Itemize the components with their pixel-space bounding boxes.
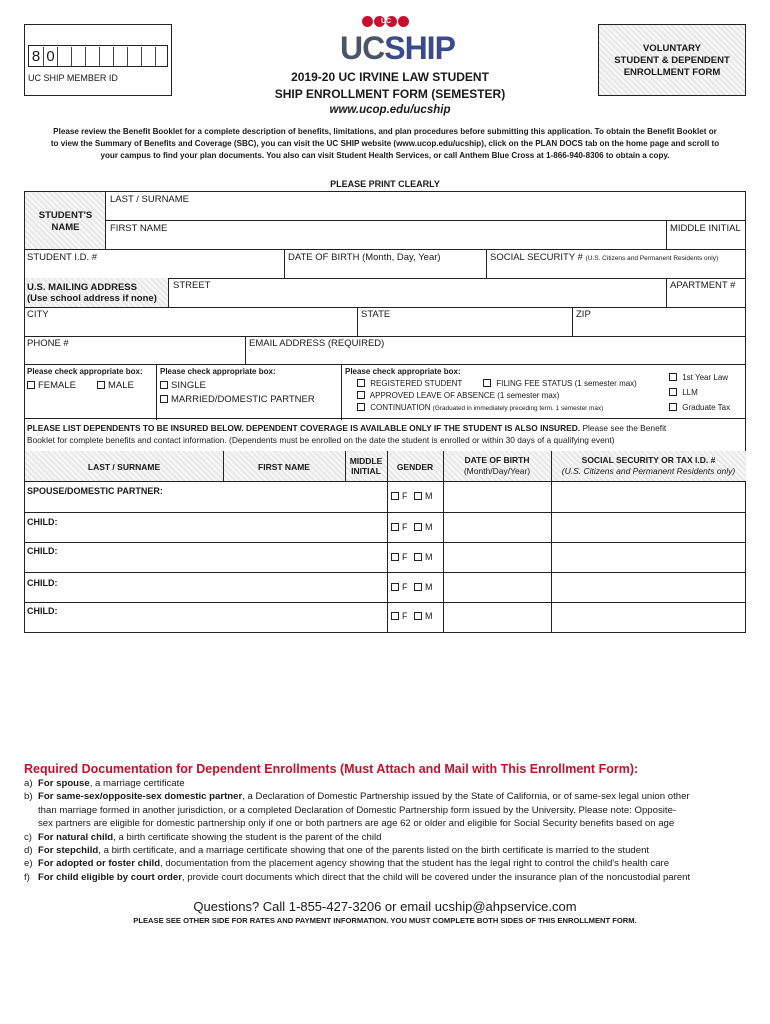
questions-contact: Questions? Call 1-855-427-3206 or email ucship@ahpservice.com [193,899,577,914]
print-clearly-label: PLEASE PRINT CLEARLY [330,179,440,189]
member-id-digit [113,47,127,66]
dependent-row-child[interactable]: CHILD: [27,578,58,588]
doc-item-continued: sex partners are eligible for domestic partnership only if one or both partners are age 62 or older and eligible for Social Security benefits based on age [38,818,675,830]
checkbox-icon [414,553,422,561]
dependents-notice: PLEASE LIST DEPENDENTS TO BE INSURED BELOW. DEPENDENT COVERAGE IS AVAILABLE ONLY IF THE STUDENT IS ALSO INSURED. Please see the Benefit [27,423,667,433]
status-check-label: Please check appropriate box: [345,367,461,376]
registered-checkbox[interactable]: REGISTERED STUDENT [357,379,462,388]
checkbox-icon [669,373,677,381]
checkbox-icon [391,492,399,500]
child-gender[interactable]: F M [391,552,433,562]
member-id-digits[interactable] [28,45,168,67]
spouse-gender[interactable]: F M [391,491,433,501]
dependents-section [24,419,746,633]
marital-check-label: Please check appropriate box: [160,367,276,376]
voluntary-enrollment-box: VOLUNTARY STUDENT & DEPENDENT ENROLLMENT FORM [598,24,746,96]
graduate-tax-checkbox[interactable]: Graduate Tax [669,403,730,412]
intro-line1: Please review the Benefit Booklet for a complete description of benefits, limitations, and plan procedures before submitting this application. To obtain the Benefit Booklet or [53,127,717,136]
member-id-box [24,24,172,96]
form-title-line1: 2019-20 UC IRVINE LAW STUDENT [291,70,489,84]
llm-checkbox[interactable]: LLM [669,388,698,397]
student-id-field[interactable]: STUDENT I.D. # [27,252,98,263]
doc-item: c) For natural child, a birth certificate showing the student is the parent of the child [24,831,382,843]
col-first-name: FIRST NAME [258,462,310,472]
see-other-side-note: PLEASE SEE OTHER SIDE FOR RATES AND PAYMENT INFORMATION. YOU MUST COMPLETE BOTH SIDES OF THIS ENROLLMENT FORM. [133,916,637,925]
member-id-digit [57,47,71,66]
member-id-digit [71,47,85,66]
required-docs-list [24,777,756,884]
checkbox-icon [160,395,168,403]
member-id-digit [127,47,141,66]
first-name-field[interactable]: FIRST NAME [110,223,168,234]
zip-field[interactable]: ZIP [576,309,591,320]
checkbox-icon [669,403,677,411]
doc-item: a) For spouse, a marriage certificate [24,778,185,789]
child-gender[interactable]: F M [391,582,433,592]
checkbox-icon [414,492,422,500]
dependent-row-spouse[interactable]: SPOUSE/DOMESTIC PARTNER: [27,486,163,496]
doc-item: d) For stepchild, a birth certificate, and a marriage certificate showing that one of the parents listed on the birth certificate is married to the student [24,845,650,857]
male-checkbox[interactable]: MALE [97,380,134,391]
email-field[interactable]: EMAIL ADDRESS (REQUIRED) [249,338,385,349]
apartment-field[interactable]: APARTMENT # [670,280,736,291]
checkbox-icon [27,381,35,389]
continuation-checkbox[interactable]: CONTINUATION (Graduated in immediately preceding term. 1 semester max) [357,403,603,412]
middle-initial-field[interactable]: MIDDLE INITIAL [670,223,741,234]
checkbox-icon [483,379,491,387]
col-last-name: LAST / SURNAME [87,462,161,472]
checkbox-icon [391,553,399,561]
ssn-field[interactable]: SOCIAL SECURITY # (U.S. Citizens and Permanent Residents only) [490,252,719,263]
phone-field[interactable]: PHONE # [27,338,69,349]
member-id-digit [99,47,113,66]
checkbox-icon [391,612,399,620]
checkbox-icon [414,523,422,531]
child-gender[interactable]: F M [391,611,433,621]
mailing-address-label: U.S. MAILING ADDRESS (Use school address if none) [25,278,169,307]
col-dob: DATE OF BIRTH (Month/Day/Year) [463,455,531,476]
logo-badge-text: UC [380,18,392,25]
checkbox-icon [414,612,422,620]
member-id-digit: 0 [43,47,57,66]
checkbox-icon [357,391,365,399]
female-checkbox[interactable]: FEMALE [27,380,76,391]
checkbox-icon [357,379,365,387]
checkbox-icon [160,381,168,389]
intro-line3: your campus to find your plan documents. You also can visit Student Health Services, or call Anthem Blue Cross at 1-866-940-8306 to obtain a copy. [100,151,670,160]
checkbox-icon [97,381,105,389]
dependents-header-row [25,451,746,482]
doc-item: f) For child eligible by court order, provide court documents which direct that the child will be covered under the insurance plan of the noncustodial parent [24,871,691,883]
dependents-notice-line2: Booklet for complete benefits and contact information. (Dependents must be enrolled on the date the student is enrolled or within 30 days of a qualifying event) [27,435,615,445]
intro-line2: to view the Summary of Benefits and Coverage (SBC), you can visit the UC SHIP website (www.ucop.edu/ucship), click on the PLAN DOCS tab on the home page and scroll to [50,139,720,148]
dependent-row-child[interactable]: CHILD: [27,606,58,616]
filing-fee-checkbox[interactable]: FILING FEE STATUS (1 semester max) [483,379,637,388]
student-name-label: STUDENT'S NAME [25,192,106,249]
logo-wordmark: UCSHIP [340,30,455,66]
married-checkbox[interactable]: MARRIED/DOMESTIC PARTNER [160,394,315,405]
col-gender: GENDER [396,462,434,472]
checkbox-icon [391,523,399,531]
checkbox-icon [391,583,399,591]
checkbox-icon [414,583,422,591]
last-name-field[interactable]: LAST / SURNAME [110,194,190,205]
dependent-row-child[interactable]: CHILD: [27,546,58,556]
student-section [24,191,746,419]
col-ssn: SOCIAL SECURITY OR TAX I.D. # (U.S. Citizens and Permanent Residents only) [561,455,736,476]
checkbox-icon [357,403,365,411]
doc-item: e) For adopted or foster child, documentation from the placement agency showing that the student has the legal right to control the child's health care [24,858,670,870]
logo-badge [362,16,410,30]
city-field[interactable]: CITY [27,309,49,320]
approved-leave-checkbox[interactable]: APPROVED LEAVE OF ABSENCE (1 semester max) [357,391,559,400]
state-field[interactable]: STATE [361,309,391,320]
member-id-digit: 8 [31,48,41,65]
checkbox-icon [669,388,677,396]
dob-field[interactable]: DATE OF BIRTH (Month, Day, Year) [288,252,441,263]
member-id-label: UC SHIP MEMBER ID [28,73,118,83]
doc-item-continued: than marriage formed in another jurisdiction, or a completed Declaration of Domestic Partnership form issued by the University. Please note: Opposite- [38,804,677,816]
member-id-digit [155,47,169,66]
member-id-digit [85,47,99,66]
form-title-line2: SHIP ENROLLMENT FORM (SEMESTER) [274,87,506,101]
member-id-digit [141,47,155,66]
gender-check-label: Please check appropriate box: [27,367,143,376]
first-year-checkbox[interactable]: 1st Year Law [669,373,728,382]
ucship-logo [340,16,455,70]
street-field[interactable]: STREET [173,280,211,291]
col-middle-initial: MIDDLE INITIAL [349,456,383,476]
doc-item: b) For same-sex/opposite-sex domestic partner, a Declaration of Domestic Partnership issued by the State of California, or of same-sex legal union other [24,791,690,803]
single-checkbox[interactable]: SINGLE [160,380,206,391]
dependent-row-child[interactable]: CHILD: [27,517,58,527]
form-url[interactable]: www.ucop.edu/ucship [329,104,451,116]
required-docs-heading: Required Documentation for Dependent Enrollments (Must Attach and Mail with This Enrollment Form): [24,762,639,776]
child-gender[interactable]: F M [391,522,433,532]
